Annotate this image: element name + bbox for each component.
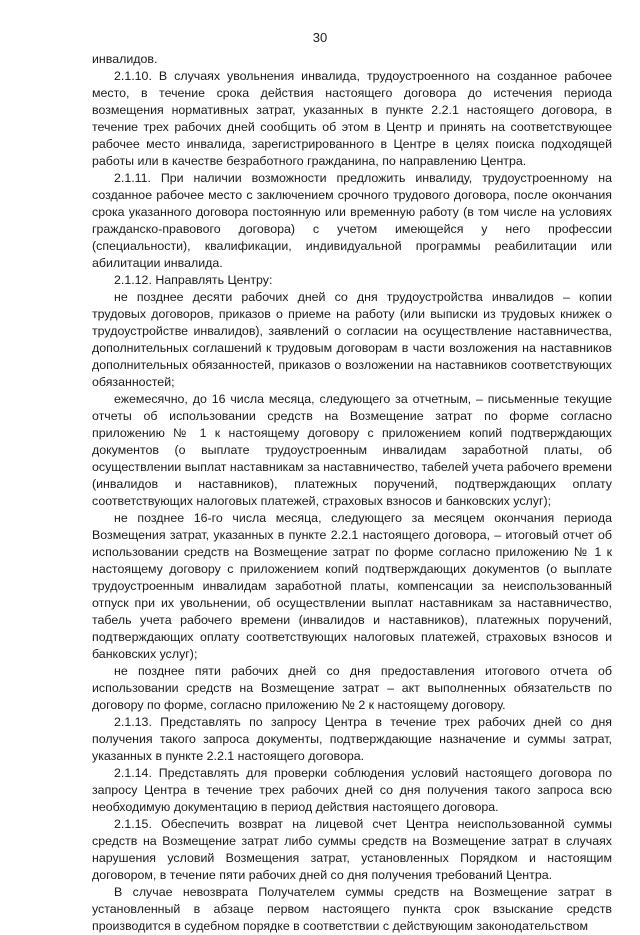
paragraph-2-1-12-item-4: не позднее пяти рабочих дней со дня предоставления итогового отчета об использовании средств на Возмещение затрат – акт выполненных обязательств по договору по форме, согласно приложению № 2 к настоящему договору. (92, 664, 612, 712)
paragraph-2-1-11: 2.1.11. При наличии возможности предложить инвалиду, трудоустроенному на созданное рабочее место с заключением срочного трудового договора, после окончания срока указанного договора постоянную или временную работу (в том числе на условиях гражданско-правового договора) с учетом имеющейся у него профессии (специальности), квалификации, индивидуальной программы реабилитации или абилитации инвалида. (92, 171, 612, 270)
paragraph-2-1-15-nonreturn: В случае невозврата Получателем суммы средств на Возмещение затрат в установленный в абзаце первом настоящего пункта срок взыскание средств производится в судебном порядке в соответствии с действующим законодательством (92, 885, 612, 933)
paragraph-2-1-12: 2.1.12. Направлять Центру: (114, 273, 273, 287)
paragraph-continuation: инвалидов. (92, 52, 158, 66)
document-body (92, 51, 612, 935)
paragraph-2-1-13: 2.1.13. Представлять по запросу Центра в течение трех рабочих дней со дня получения такого запроса документы, подтверждающие назначение и суммы затрат, указанных в пункте 2.2.1 настоящего договора. (92, 715, 612, 763)
paragraph-2-1-14: 2.1.14. Представлять для проверки соблюдения условий настоящего договора по запросу Центра в течение трех рабочих дней со дня получения такого запроса всю необходимую документацию в период действия настоящего договора. (92, 766, 612, 814)
page-number: 30 (312, 30, 328, 45)
paragraph-2-1-12-item-2: ежемесячно, до 16 числа месяца, следующего за отчетным, – письменные текущие отчеты об использовании средств на Возмещение затрат по форме согласно приложению № 1 к настоящему договору с приложением копий подтверждающих документов (о выплате трудоустроенным инвалидам заработной платы, об осуществлении выплат наставникам за наставничество, табелей учета рабочего времени (инвалидов и наставников), платежных поручений, подтверждающих оплату соответствующих налоговых платежей, страховых взносов и банковских услуг); (92, 392, 612, 508)
paragraph-2-1-10: 2.1.10. В случаях увольнения инвалида, трудоустроенного на созданное рабочее место, в течение срока действия настоящего договора до истечения периода возмещения нормативных затрат, указанных в пункте 2.2.1 настоящего договора, в течение трех рабочих дней сообщить об этом в Центр и принять на соответствующее рабочее место инвалида, зарегистрированного в Центре в целях поиска подходящей работы или в качестве безработного гражданина, по направлению Центра. (92, 69, 612, 168)
paragraph-2-1-12-item-1: не позднее десяти рабочих дней со дня трудоустройства инвалидов – копии трудовых договоров, приказов о приеме на работу (или выписки из трудовых книжек о трудоустройстве инвалидов), заявлений о согласии на осуществление наставничества, дополнительных соглашений к трудовым договорам в части возложения на наставников дополнительных обязанностей, приказов о возложении на наставников соответствующих обязанностей; (92, 290, 612, 389)
paragraph-2-1-12-item-3: не позднее 16-го числа месяца, следующего за месяцем окончания периода Возмещения затрат, указанных в пункте 2.2.1 настоящего договора, – итоговый отчет об использовании средств на Возмещение затрат по форме согласно приложению № 1 к настоящему договору с приложением копий подтверждающих документов (о выплате трудоустроенным инвалидам заработной платы, компенсации за неиспользованный отпуск при их увольнении, об осуществлении выплат наставникам за наставничество, табель учета рабочего времени (инвалидов и наставников), платежных поручений, подтверждающих оплату соответствующих налоговых платежей, страховых взносов и банковских услуг); (92, 511, 612, 661)
paragraph-2-1-15: 2.1.15. Обеспечить возврат на лицевой счет Центра неиспользованной суммы средств на Возмещение затрат либо суммы средств на Возмещение затрат в случаях нарушения условий Возмещения затрат, установленных Порядком и настоящим договором, в течение пяти рабочих дней со дня получения требований Центра. (92, 817, 612, 882)
